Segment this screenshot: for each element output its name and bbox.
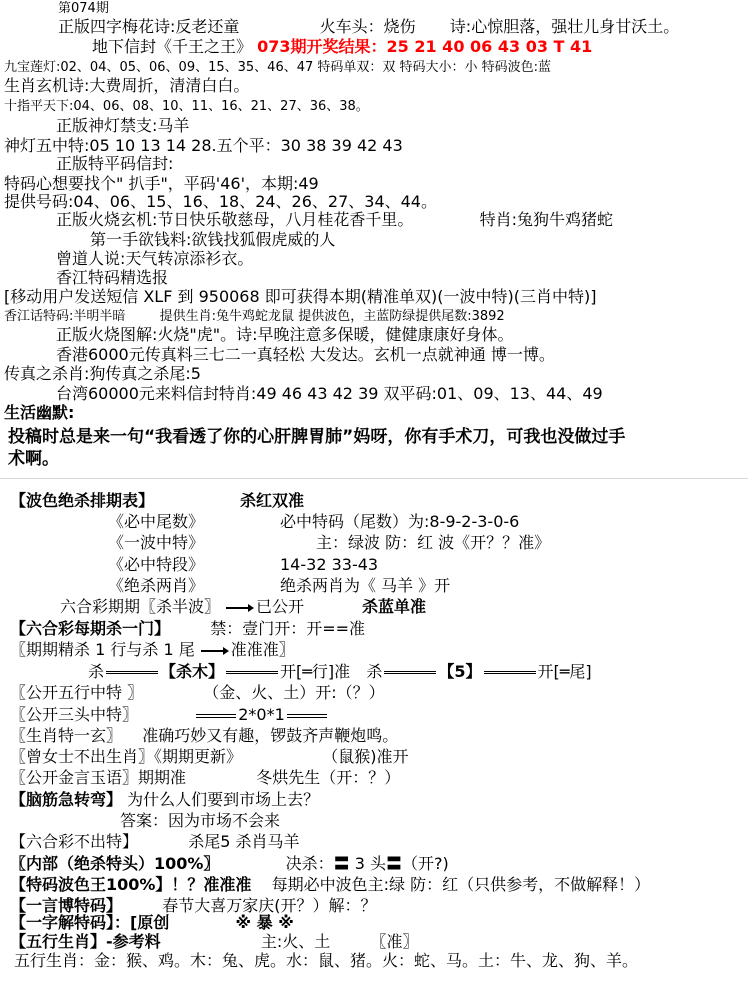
buchu-line [10,833,299,851]
santou-val: 2*0*1 [238,705,285,724]
double-line [106,671,158,674]
triple-bar [287,714,327,718]
naojin-question: 为什么人们要到市场上去？ [127,790,320,809]
double-line [384,671,436,674]
huoshao-line [56,211,613,229]
liuhe-banbo-label: 六合彩期期〖杀半波〗 [60,597,221,616]
xuanji-label: 〖生肖特一玄〗 [10,726,123,745]
jinzhi-line: 正版神灯禁支:马羊 [56,116,190,135]
xuanji-line [10,727,398,745]
shizhi-line: 十指平天下:04、06、08、10、11、16、21、27、36、38。 [4,99,369,114]
liuhe-banbo [60,598,304,616]
wx-val: 主:火、土 [260,932,331,951]
yizi-line [10,914,294,932]
wang-label: 【特码波色王100%】！？准准准 [10,875,252,894]
wx-line [10,933,418,951]
jiubao-numbers: 九宝莲灯:02、04、05、06、09、15、35、46、47 [4,60,314,75]
row-label-yibo: 《一波中特》 [108,533,205,552]
arrow-icon [226,607,250,609]
jinyan-label: 〖公开金言玉语〗期期准 [10,768,187,787]
double-line [484,671,536,674]
taiwan-line: 台湾60000元来料信封特肖:49 46 43 42 39 双平码:01、09、13、44、49 [56,384,603,403]
result-line [92,38,592,56]
shamu-tag: 【杀木】 [160,662,225,681]
triple-bar [196,714,236,718]
neibu-line [10,855,449,873]
huate-text: 香江话特码:半明半暗 [4,309,126,324]
tag-sha-lan: 杀蓝单准 [362,597,427,616]
tag-sha-hong: 杀红双准 [240,491,305,510]
double-line [226,671,278,674]
wang-val: 每期必中波色主:绿 防：红（只供参考，不做解释！） [271,875,651,894]
naojin-label: 【脑筋急转弯】 [10,790,123,809]
lottery-result: 073期开奖结果：25 21 40 06 43 03 T 41 [257,37,593,56]
kai-wei: 开[═尾] [537,662,592,681]
huate-bose: 提供波色，主蓝防绿提供尾数:3892 [298,309,505,324]
wuxing-list: 五行生肖：金：猴、鸡。木：兔、虎。水：鼠、猪。火：蛇、马。土：牛、龙、狗、羊。 [14,951,639,970]
xinxiang-line: 特码心想要找个" 扒手"，平码'46'，本期:49 [4,174,319,193]
tigong-line: 提供号码:04、06、15、16、18、24、26、27、34、44。 [4,192,437,211]
pingma-line: 正版特平码信封: [56,154,174,173]
liuhe-banbo-status: 已公开 [256,597,305,616]
header-line [58,18,679,36]
huoshao-text: 正版火烧玄机:节日快乐敬慈母，八月桂花香千里。 [56,210,414,229]
arrow-icon [201,650,225,652]
row-val-teduan: 14-32 33-43 [280,555,379,574]
wuxing-label: 〖公开五行中特 〗 [10,683,144,702]
cengdao-line: 曾道人说:天气转凉添衫衣。 [56,249,254,268]
santou-line [10,706,329,724]
row-label-teduan: 《必中特段》 [108,555,205,574]
naojin-answer: 答案：因为市场不会来 [120,811,281,830]
shamen-val: 禁：壹门开：开==准 [210,619,366,638]
row-val-weishu: 必中特码（尾数）为:8-9-2-3-0-6 [280,512,520,531]
wang-line [10,876,650,894]
jinyan-val: 冬烘先生（开：？） [256,768,401,787]
huotou: 火车头：烧伤 [319,17,416,36]
jiubao-line [4,59,551,77]
divider [0,478,748,479]
yizi-val: ※ 暴 ※ [235,913,294,932]
tujie-line: 正版火烧图解:火烧"虎"。诗:早晚注意多保暖，健健康康好身体。 [56,325,514,344]
row-label-weishu: 《必中尾数》 [108,512,205,531]
kai-hang: 开[═行]准 [280,662,351,681]
buchu-val: 杀尾5 杀肖马羊 [188,832,300,851]
xiaoxuan-line: 生肖玄机诗:大费周折，清清白白。 [4,76,250,95]
hk-line: 香港6000元传真料三七二一真轻松 大发达。玄机一点就神通 博一博。 [56,345,555,364]
neibu-val: 决杀：〓 3 头〓（开?) [285,854,449,873]
wx-end: 〖准〗 [370,932,419,951]
shamu-line [88,663,592,681]
row-val-yibo: 主：绿波 防：红 波《开？？准》 [316,533,551,552]
jinyan-line [10,769,400,787]
yiyan-val: 春节大喜万家庆(开？）解：？ [162,896,377,915]
yiyan-label: 【一言博特码】 [10,896,123,915]
yizi-label: 【一字解特码】：[原创 [10,913,170,932]
sha-label-2: 杀 [366,662,383,681]
jingsha-end: 准准准〗 [230,640,295,659]
sha-label-1: 杀 [88,662,105,681]
row-val-liangxiao: 绝杀两肖为《 马羊 》开 [280,576,451,595]
jingsha-label: 〖期期精杀 1 行与杀 1 尾 [10,640,195,659]
wx-label: 【五行生肖】-参考料 [10,932,161,951]
zengnv-line [10,748,408,766]
jingsha-line [10,641,295,659]
shamen-label: 【六合彩每期杀一门】 [10,619,171,638]
five-tag: 【5】 [438,662,482,681]
wuxing-val: （金、火、土）开:（？） [203,683,385,702]
santou-label: 〖公开三头中特〗 [10,705,139,724]
shamen-line [10,620,365,638]
poem: 诗:心惊胆落，强壮儿身甘沃土。 [449,17,680,36]
issue-number: 第074期 [58,1,109,16]
neibu-label: 〖内部（绝杀特头）100%〗 [10,854,220,873]
shendeng-line: 神灯五中特:05 10 13 14 28.五个平：30 38 39 42 43 [4,136,403,155]
buchu-label: 【六合彩不出特】 [10,832,139,851]
wuxing-line [10,684,385,702]
naojin-line [10,791,319,809]
jiubao-attributes: 特码单双：双 特码大小：小 特码波色:蓝 [317,60,552,75]
zengnv-label: 〖曾女士不出生肖〗《期期更新》 [10,747,243,766]
sms-line: [移动用户发送短信 XLF 到 950068 即可获得本期(精准单双)(一波中特)(三肖中特)] [4,287,597,306]
huate-shengxiao: 提供生肖:兔牛鸡蛇龙鼠 [159,309,295,324]
joke-text: 投稿时总是来一句“我看透了你的心肝脾胃肺”妈呀，你有手术刀，可我也没做过手术啊。 [8,427,626,469]
huate-line [4,308,505,326]
envelope-title: 地下信封《千王之王》 [92,37,253,56]
chuanzhen-line: 传真之杀肖:狗传真之杀尾:5 [4,364,201,383]
row-label-liangxiao: 《绝杀两肖》 [108,576,205,595]
boese-title: 【波色绝杀排期表】 [10,491,155,510]
xuanji-val: 准确巧妙又有趣，锣鼓齐声鞭炮鸣。 [142,726,399,745]
youmo-label: 生活幽默: [4,403,75,422]
meihua-poem: 正版四字梅花诗:反老还童 [58,17,240,36]
diyi-line: 第一手欲钱料:欲钱找狐假虎威的人 [90,230,336,249]
zengnv-val: （鼠猴)准开 [322,747,409,766]
xiangjiang-line: 香江特码精选报 [56,268,169,287]
texiao-text: 特肖:兔狗牛鸡猪蛇 [479,210,613,229]
